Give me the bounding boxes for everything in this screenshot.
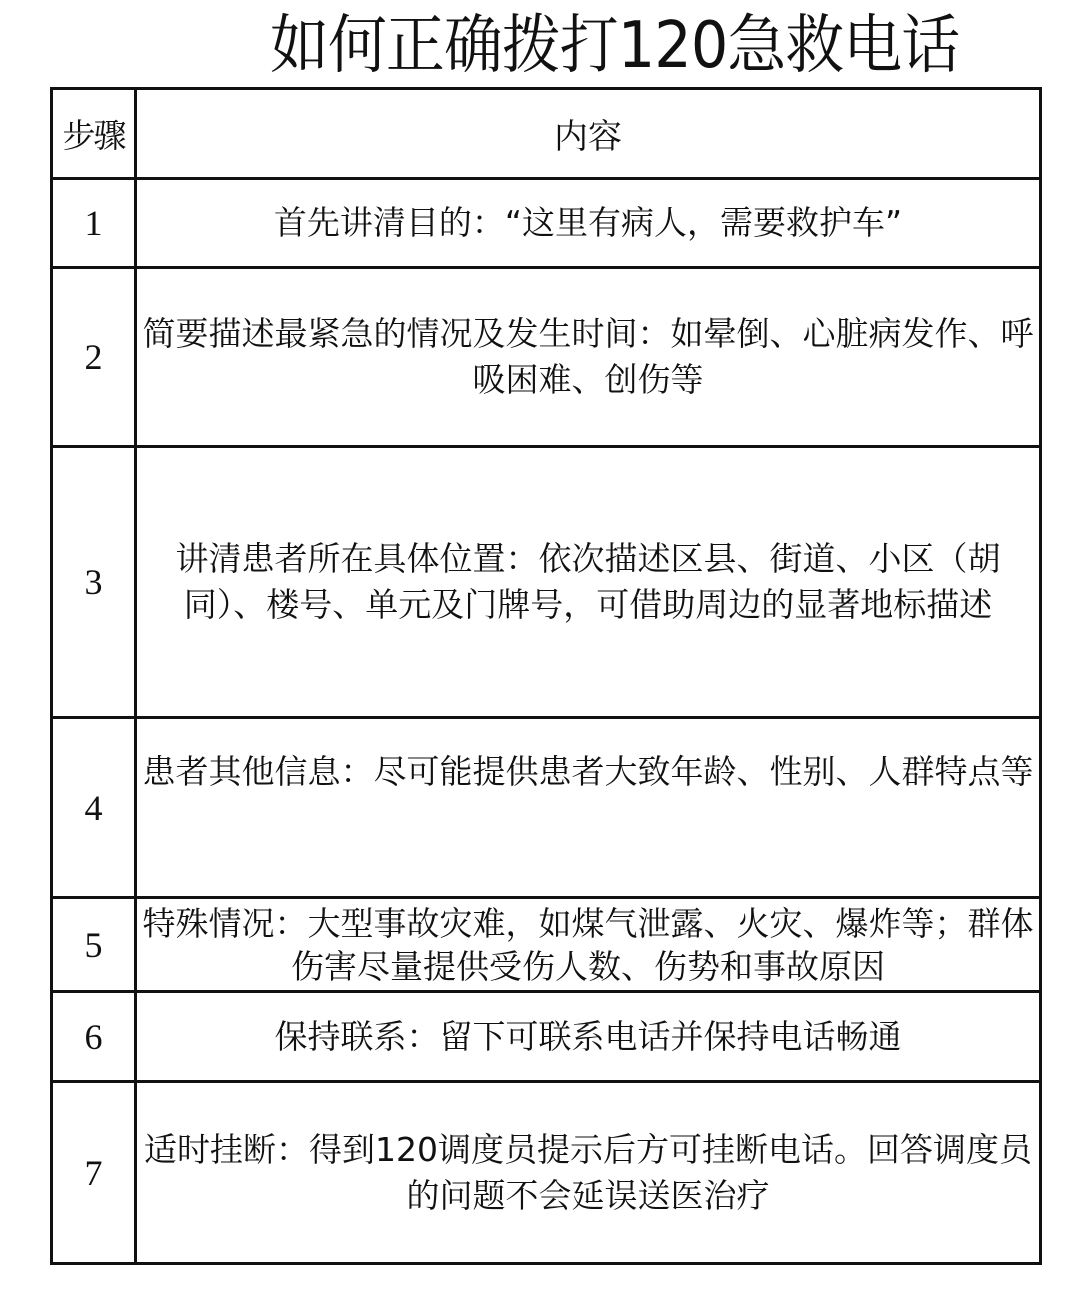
step-content: 患者其他信息：尽可能提供患者大致年龄、性别、人群特点等 — [136, 718, 1041, 898]
step-content: 适时挂断：得到120调度员提示后方可挂断电话。回答调度员的问题不会延误送医治疗 — [136, 1082, 1041, 1264]
step-number: 5 — [52, 898, 136, 992]
step-number: 6 — [52, 992, 136, 1082]
step-number: 1 — [52, 179, 136, 268]
table-header-row — [52, 89, 1041, 179]
step-content: 特殊情况：大型事故灾难，如煤气泄露、火灾、爆炸等；群体伤害尽量提供受伤人数、伤势和事故原因 — [136, 898, 1041, 992]
step-content: 简要描述最紧急的情况及发生时间：如晕倒、心脏病发作、呼吸困难、创伤等 — [136, 268, 1041, 447]
page-title: 如何正确拨打120急救电话 — [270, 9, 960, 83]
steps-table — [50, 87, 1042, 1265]
table-row — [52, 718, 1041, 898]
table-row — [52, 447, 1041, 718]
step-content: 讲清患者所在具体位置：依次描述区县、街道、小区（胡同）、楼号、单元及门牌号，可借助周边的显著地标描述 — [136, 447, 1041, 718]
header-step: 步骤 — [52, 89, 136, 179]
step-content: 首先讲清目的：“这里有病人，需要救护车” — [136, 179, 1041, 268]
step-content: 保持联系：留下可联系电话并保持电话畅通 — [136, 992, 1041, 1082]
table-row — [52, 268, 1041, 447]
step-number: 4 — [52, 718, 136, 898]
step-number: 7 — [52, 1082, 136, 1264]
table-row — [52, 179, 1041, 268]
table-row — [52, 992, 1041, 1082]
table-row — [52, 1082, 1041, 1264]
header-content: 内容 — [136, 89, 1041, 179]
table-row — [52, 898, 1041, 992]
step-number: 2 — [52, 268, 136, 447]
step-number: 3 — [52, 447, 136, 718]
